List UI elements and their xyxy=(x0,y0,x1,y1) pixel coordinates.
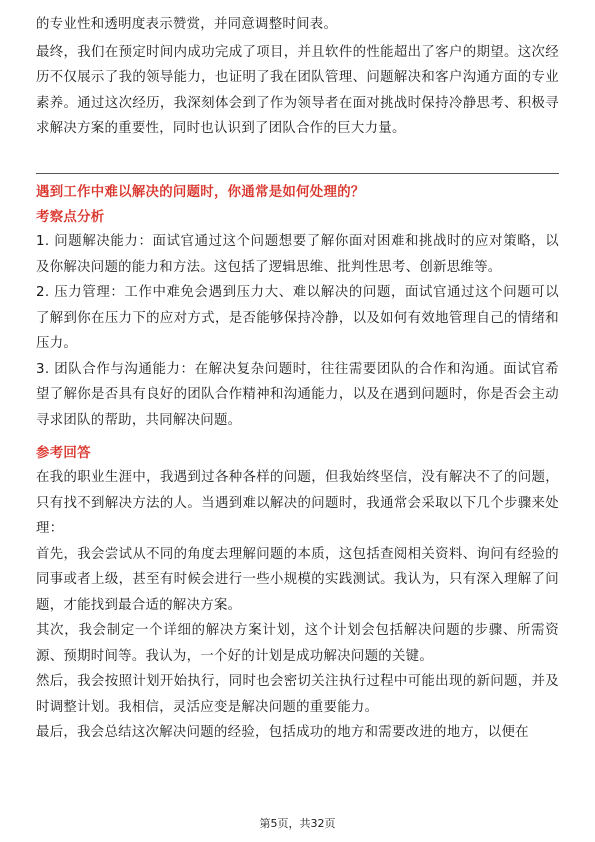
answer-paragraph-1: 在我的职业生涯中，我遇到过各种各样的问题，但我始终坚信，没有解决不了的问题，只有找不到解决方法的人。当遇到难以解决的问题时，我通常会采取以下几个步骤来处理： xyxy=(36,470,559,536)
answer-paragraph-3: 其次，我会制定一个详细的解决方案计划，这个计划会包括解决问题的步骤、所需资源、预期时间等。我认为，一个好的计划是成功解决问题的关键。 xyxy=(36,623,559,664)
analysis-heading: 考察点分析 xyxy=(36,210,105,225)
page-body xyxy=(36,0,559,142)
page-number: 第5页，共32页 xyxy=(259,817,336,830)
intro-paragraph-1: 的专业性和透明度表示赞赏，并同意调整时间表。 xyxy=(36,17,338,32)
question-heading: 遇到工作中难以解决的问题时，你通常是如何处理的？ xyxy=(36,185,365,200)
question-body xyxy=(36,207,559,746)
analysis-item-3: 3. 团队合作与沟通能力：在解决复杂问题时，往往需要团队的合作和沟通。面试官希望了解你是否具有良好的团队合作精神和沟通能力，以及在遇到问题时，你是否会主动寻求团队的帮助，共同解决问题。 xyxy=(36,361,559,428)
analysis-item-1: 1. 问题解决能力：面试官通过这个问题想要了解你面对困难和挑战时的应对策略，以及你解决问题的能力和方法。这包括了逻辑思维、批判性思考、创新思维等。 xyxy=(36,234,559,275)
answer-paragraph-2: 首先，我会尝试从不同的角度去理解问题的本质，这包括查阅相关资料、询问有经验的同事或者上级，甚至有时候会进行一些小规模的实践测试。我认为，只有深入理解了问题，才能找到最合适的解决方案。 xyxy=(36,546,559,613)
answer-paragraph-5: 最后，我会总结这次解决问题的经验，包括成功的地方和需要改进的地方，以便在 xyxy=(36,725,529,740)
answer-heading: 参考回答 xyxy=(36,446,91,461)
intro-paragraph-2: 最终，我们在预定时间内成功完成了项目，并且软件的性能超出了客户的期望。这次经历不仅展示了我的领导能力，也证明了我在团队管理、问题解决和客户沟通方面的专业素养。通过这次经历，我深刻体会到了作为领导者在面对挑战时保持冷静思考、积极寻求解决方案的重要性，同时也认识到了团队合作的巨大力量。 xyxy=(36,44,559,136)
section-divider xyxy=(36,173,559,174)
answer-paragraph-4: 然后，我会按照计划开始执行，同时也会密切关注执行过程中可能出现的新问题，并及时调整计划。我相信，灵活应变是解决问题的重要能力。 xyxy=(36,674,559,715)
analysis-item-2: 2. 压力管理：工作中难免会遇到压力大、难以解决的问题，面试官通过这个问题可以了解到你在压力下的应对方式，是否能够保持冷静，以及如何有效地管理自己的情绪和压力。 xyxy=(36,285,559,351)
